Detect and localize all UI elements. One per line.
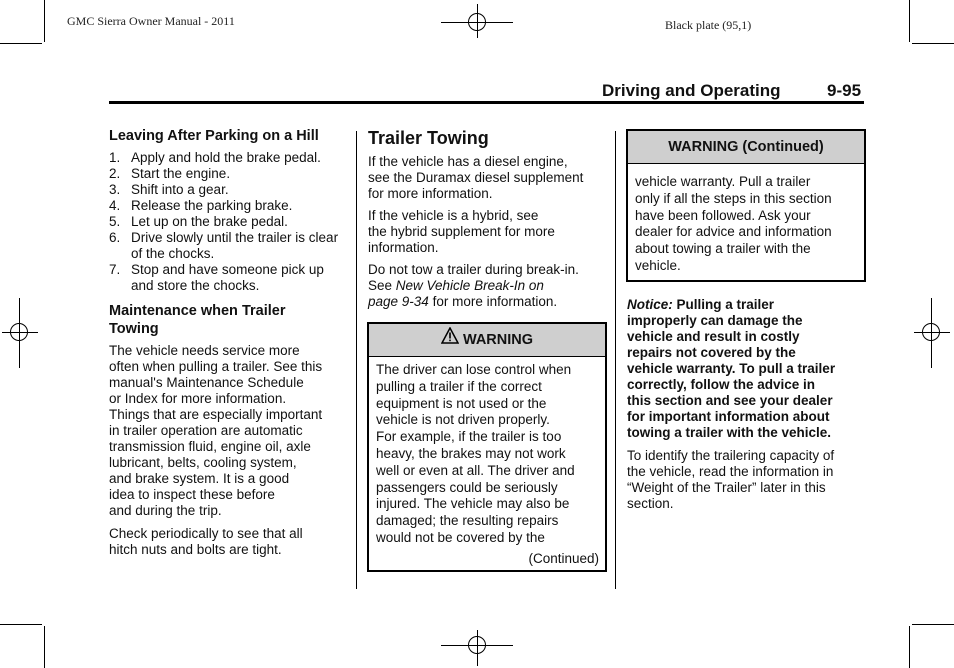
- heading-trailer-towing: Trailer Towing: [368, 128, 489, 148]
- header-rule: [109, 101, 864, 104]
- list-item: 4. Release the parking brake.: [109, 198, 293, 213]
- crop-mark-tl-v: [44, 0, 45, 42]
- warning-continued-header: WARNING (Continued): [628, 131, 864, 164]
- crop-mark-bl-h: [0, 624, 42, 625]
- heading-maintenance: Maintenance when Trailer Towing: [109, 303, 286, 337]
- section-title: Driving and Operating: [602, 81, 781, 100]
- crop-mark-tl-h: [0, 43, 42, 44]
- warning-body: The driver can lose control when pulling a trailer if the correct equipment is not used or the vehicle is not driven properly. For example, if the trailer is too heavy, the brakes may not work well or even at all. The driver and passengers could be seriously injured. The vehicle may also be damaged; the resulting repairs would not be covered by the: [376, 362, 575, 545]
- warning-continued-box: [626, 129, 866, 282]
- notice-paragraph: Notice: Pulling a trailer improperly can damage the vehicle and result in costly repairs not covered by the vehicle warranty. To pull a trailer correctly, follow the advice in this section and see your dealer for important information about towing a trailer with the vehicle.: [627, 297, 836, 440]
- continued-label: (Continued): [528, 551, 599, 566]
- warning-continued-body: vehicle warranty. Pull a trailer only if all the steps in this section have been followed. Ask your dealer for advice and information about towing a trailer with the vehicle.: [635, 174, 832, 273]
- column-3: [627, 297, 867, 512]
- manual-title: GMC Sierra Owner Manual - 2011: [67, 14, 235, 28]
- crop-mark-br-v: [909, 626, 910, 668]
- warning-header: [369, 324, 605, 357]
- break-in-reference-link[interactable]: New Vehicle Break-In on: [395, 278, 544, 293]
- list-item: 7. Stop and have someone pick up and store the chocks.: [109, 262, 324, 293]
- hitch-paragraph: Check periodically to see that all hitch nuts and bolts are tight.: [109, 526, 303, 557]
- warning-label: WARNING: [462, 332, 534, 348]
- list-item: 2. Start the engine.: [109, 166, 231, 181]
- trailering-capacity-paragraph: To identify the trailering capacity of the vehicle, read the information in “Weight of the Trailer” later in this section.: [627, 448, 835, 511]
- diesel-paragraph: If the vehicle has a diesel engine, see the Duramax diesel supplement for more information.: [368, 154, 584, 201]
- heading-leaving-after-parking: Leaving After Parking on a Hill: [109, 128, 319, 144]
- hybrid-paragraph: If the vehicle is a hybrid, see the hybrid supplement for more information.: [368, 208, 555, 255]
- list-item: 3. Shift into a gear.: [109, 182, 229, 197]
- notice-label: Notice:: [627, 297, 673, 312]
- warning-box: [367, 322, 607, 572]
- column-1: [109, 127, 349, 558]
- column-divider-1: [356, 131, 357, 589]
- break-in-paragraph: Do not tow a trailer during break-in. See New Vehicle Break-In on page 9-34 for more information.: [368, 262, 579, 309]
- steps-list: [109, 150, 349, 294]
- crop-mark-tr-h: [912, 43, 954, 44]
- list-item: 1. Apply and hold the brake pedal.: [109, 150, 321, 165]
- column-divider-2: [615, 131, 616, 589]
- page-number: 9-95: [827, 81, 862, 100]
- crop-mark-bl-v: [44, 626, 45, 668]
- list-item: 5. Let up on the brake pedal.: [109, 214, 288, 229]
- break-in-page-link[interactable]: page 9-34: [368, 294, 429, 309]
- crop-mark-tr-v: [909, 0, 910, 42]
- warning-triangle-icon: [441, 324, 459, 356]
- maintenance-paragraph: The vehicle needs service more often when pulling a trailer. See this manual's Maintenance Schedule or Index for more information. Things that are especially important in trailer operation are automatic transmission fluid, engine oil, axle lubricant, belts, cooling system, and brake system. It is a good idea to inspect these before and during the trip.: [109, 343, 323, 518]
- plate-label: Black plate (95,1): [665, 18, 752, 32]
- list-item: 6. Drive slowly until the trailer is clear of the chocks.: [109, 230, 339, 261]
- crop-mark-br-h: [912, 624, 954, 625]
- column-2: [368, 127, 608, 310]
